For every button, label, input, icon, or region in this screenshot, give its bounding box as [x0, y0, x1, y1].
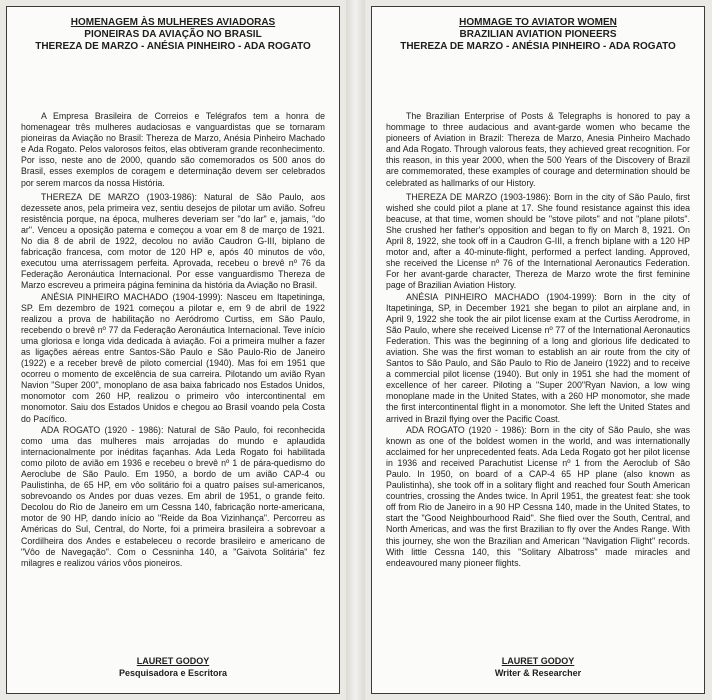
- title-line: HOMMAGE TO AVIATOR WOMEN: [459, 17, 617, 28]
- signature-role: Writer & Researcher: [494, 668, 582, 678]
- thereza-paragraph: THEREZA DE MARZO (1903-1986): Natural de São Paulo, aos dezessete anos, pela primeira vez, sentiu desejos de pilotar um avião. Sofreu resistência porque, na época, mulheres deveriam ser "do lar" e, jamais, "do ar". Venceu a oposição paterna e começou a voar em 8 de março de 1921. No dia 8 de abril de 1922, decolou no avião Caudron G-III, biplano de fabricação francesa, com motor de 120 HP e, após 40 minutos de vôo, executou uma aterrissagem perfeita. Aprovada, recebeu o brevê nº 76 da Federação Aeronáutica Internacional. Por esse vanguardismo Thereza de Marzo escreveu a primeira página feminina da história da Aviação no Brasil.: [21, 191, 325, 291]
- signature-name: LAURET GODOY: [501, 656, 575, 666]
- title-line: THEREZA DE MARZO - ANÉSIA PINHEIRO - ADA ROGATO: [35, 41, 311, 52]
- ada-paragraph: ADA ROGATO (1920 - 1986): Born in the city of São Paulo, she was known as one of the boldest women in the world, and was internationally acclaimed for her unprecedented feats. Ada Leda Rogato got her pilot license in 1936 and received Parachutist License nº 1 from the Aeroclub of São Paulo. In 1950, on board of a CAP-4 65 HP plane (also known as Paulistinha), she took off in a solitary flight and reached four South American countries, crossing the Andes twice. In April 1951, the greatest feat: she took off from Rio de Janeiro in a 90 HP Cessna 140, made in the United States, to start the "Good Neighbourhood Raid". She flied over the South, Central, and North Americas, and was the first Brazilian to fly over the Andes Range. With this journey, she won the Brazilian and American "Navigation Flight" records. With little Cessna 140, this "Solitary Albatross" made miracles and endeavoured many pioneer flights.: [386, 424, 690, 568]
- signature: [7, 655, 339, 679]
- title-line: THEREZA DE MARZO - ANÉSIA PINHEIRO - ADA ROGATO: [400, 41, 676, 52]
- anesia-paragraph: ANÉSIA PINHEIRO MACHADO (1904-1999): Born in the city of Itapetininga, SP, in December 1921 she began to pilot an airplane and, in April 9, 1922 she took the air pilot license exam at the Curtiss Aerodrome, in São Paulo, where she received License nº 77 of the International Aeronautics Federation. This was the beginning of a long and glorious life dedicated to aviation. She was the first woman to establish an air route from the city of Santos to São Paulo, and São Paulo to Rio de Janeiro (1922) and to receive a commercial pilot license (1940). But only in 1951 she had the moment of excellence of her career. Piloting a "Super 200"Ryan Navion, a low wing monoplane made in the United States, with a 260 HP monomotor, she made the first intercontinental flight in a monomotor. She left the United States and arrived in Brazil flying over the Pacific Coast.: [386, 291, 690, 424]
- title-line: BRAZILIAN AVIATION PIONEERS: [459, 29, 617, 40]
- page-title: [386, 17, 690, 53]
- title-line: HOMENAGEM ÀS MULHERES AVIADORAS: [70, 17, 276, 28]
- body-text: [386, 111, 690, 569]
- intro-paragraph: A Empresa Brasileira de Correios e Telégrafos tem a honra de homenagear três mulheres audaciosas e vanguardistas que se tornaram pioneiras da Aviação no Brasil: Thereza de Marzo, Anésia Pinheiro Machado e Ada Rogato. Pelos valorosos feitos, elas obtiveram grande reconhecimento. Por isso, neste ano de 2000, quando são comemorados os 500 anos do Brasil, esses exemplos de coragem e determinação devem ser celebrados por serem marcos da nossa História.: [21, 111, 325, 188]
- portuguese-page: [6, 6, 340, 694]
- signature: [372, 655, 704, 679]
- thereza-paragraph: THEREZA DE MARZO (1903-1986): Born in the city of São Paulo, first wished she could pilot a plane at 17. She found resistance against this idea beacuse, at that time, women should be "stove pilots" and not "plane pilots". She crushed her father's opposition and began to fly on March 8, 1921. On April 8, 1922, she took off in a Caudron G-III, a french biplane with a 120 HP motor and, after a 40-minute-flight, performed a perfect landing. Approved, she received the License nº 76 of the International Aeronautics Federation. For her avant-garde character, Thereza de Marzo wrote the first feminine page of Brazilian Aviation History.: [386, 191, 690, 291]
- booklet-spine: [346, 0, 365, 700]
- signature-name: LAURET GODOY: [136, 656, 210, 666]
- english-page: [371, 6, 705, 694]
- signature-role: Pesquisadora e Escritora: [118, 668, 228, 678]
- ada-paragraph: ADA ROGATO (1920 - 1986): Natural de São Paulo, foi reconhecida como uma das mulheres mais arrojadas do mundo e aplaudida internacionalmente por inéditas façanhas. Ada Leda Rogato foi habilitada como piloto de avião em 1936 e recebeu o brevê nº 1 de pára-quedismo do Aeroclube de São Paulo. Em 1950, a bordo de um avião CAP-4 ou Paulistinha, de 65 HP, em vôo solitário foi a quatro países sul-americanos, sobrevoando os Andes por duas vezes. Em abril de 1951, o grande feito. Decolou do Rio de Janeiro em um Cessna 140, fabricação norte-americana, motor de 90 HP, dando início ao "Reide da Boa Vizinhança". Percorreu as Américas do Sul, Central, do Norte, foi a primeira brasileira a sobrevoar a Cordilheira dos Andes e estabeleceu o recorde brasileiro e americano de "Vôo de Navegação". Com o Cessninha 140, a "Gaivota Solitária" fez milagres e realizou vários vôos pioneiros.: [21, 424, 325, 568]
- page-title: [21, 17, 325, 53]
- intro-paragraph: The Brazilian Enterprise of Posts & Telegraphs is honored to pay a hommage to three audacious and avant-garde women who became the pioneers of Aviation in Brazil: Thereza de Marzo, Anesia Pinheiro Machado and Ada Rogato. Through valorous feats, they achieved great recognition. For this reason, in this year 2000, when the 500 Years of the Discovery of Brazil are commemorated, these examples of courage and determination should be celebrated as hallmarks of our History.: [386, 111, 690, 188]
- title-line: PIONEIRAS DA AVIAÇÃO NO BRASIL: [84, 29, 262, 40]
- anesia-paragraph: ANÉSIA PINHEIRO MACHADO (1904-1999): Nasceu em Itapetininga, SP. Em dezembro de 1921 começou a pilotar e, em 9 de abril de 1922 realizou a prova de habilitação no Aeródromo Curtiss, em São Paulo, recebendo o brevê nº 77 da Federação Aeronáutica Internacional. Teve início uma gloriosa e longa vida dedicada à aviação. Foi a primeira mulher a fazer as ligações aéreas entre Santos-São Paulo e São Paulo-Rio de Janeiro (1922) e a receber brevê de piloto comercial (1940). Mas foi em 1951 que ocorreu o momento de excelência de sua carreira. Pilotando um avião Ryan Navion "Super 200", monoplano de asa baixa fabricado nos Estados Unidos, monomotor com 260 HP, realizou o primeiro vôo intercontinental em monomotor. Saiu dos Estados Unidos e chegou ao Brasil voando pela Costa do Pacífico.: [21, 291, 325, 424]
- body-text: [21, 111, 325, 569]
